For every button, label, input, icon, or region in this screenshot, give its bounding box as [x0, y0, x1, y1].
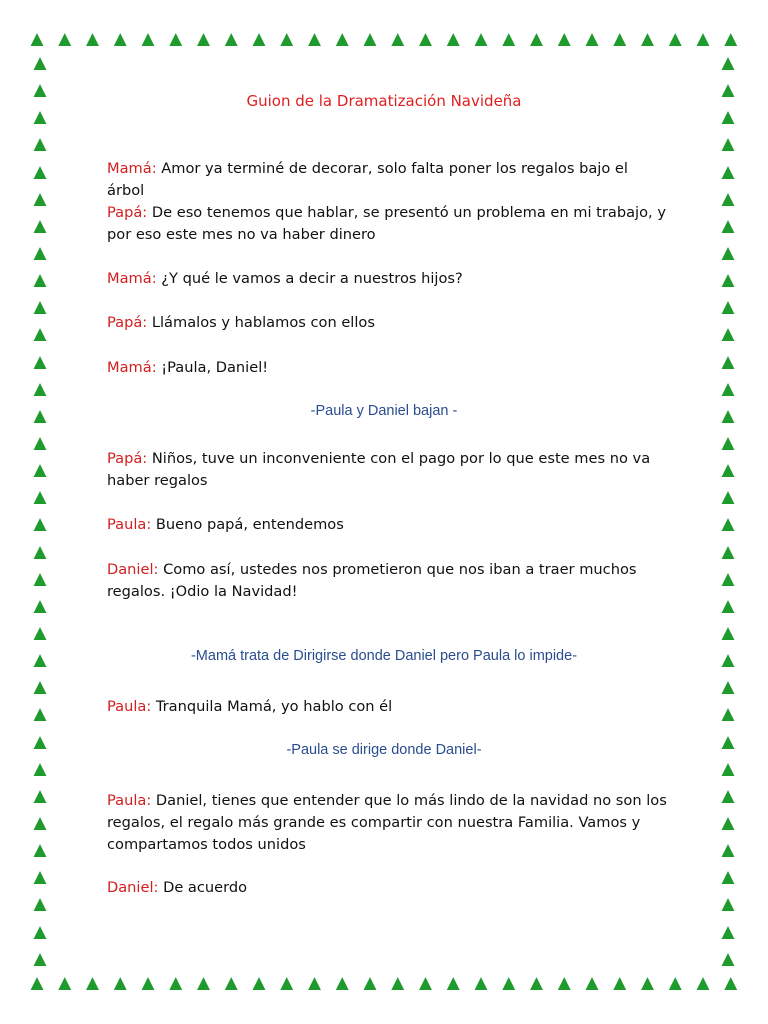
christmas-tree-icon: ▲ [359, 26, 381, 51]
christmas-tree-icon: ▲ [497, 970, 520, 995]
christmas-tree-icon: ▲ [664, 26, 687, 51]
christmas-tree-icon: ▲ [717, 647, 739, 673]
christmas-tree-icon: ▲ [53, 26, 76, 51]
christmas-tree-icon: ▲ [470, 26, 492, 51]
christmas-tree-icon: ▲ [717, 945, 739, 971]
christmas-tree-icon: ▲ [331, 970, 354, 995]
christmas-tree-icon: ▲ [717, 348, 739, 374]
dialogue-text: Niños, tuve un inconveniente con el pago por lo que este mes no va haber regalos [107, 450, 651, 489]
christmas-tree-icon: ▲ [717, 592, 739, 618]
christmas-tree-icon: ▲ [29, 592, 51, 618]
christmas-tree-icon: ▲ [331, 26, 354, 51]
christmas-tree-icon: ▲ [29, 674, 51, 700]
christmas-tree-icon: ▲ [553, 970, 576, 995]
christmas-tree-icon: ▲ [717, 511, 739, 537]
christmas-tree-icon: ▲ [717, 429, 739, 455]
christmas-tree-icon: ▲ [717, 104, 739, 130]
christmas-tree-icon: ▲ [248, 970, 270, 995]
speaker-name: Mamá: [107, 359, 157, 376]
christmas-tree-icon: ▲ [636, 26, 659, 51]
christmas-tree-icon: ▲ [414, 26, 437, 51]
dialogue-line [107, 158, 667, 202]
christmas-tree-icon: ▲ [29, 619, 51, 645]
dialogue-line [107, 559, 667, 603]
speaker-name: Paula: [107, 792, 152, 809]
christmas-tree-icon: ▲ [29, 701, 51, 727]
christmas-tree-icon: ▲ [137, 970, 159, 995]
border-top [24, 26, 744, 52]
christmas-tree-icon: ▲ [29, 538, 51, 564]
christmas-tree-icon: ▲ [717, 918, 739, 944]
christmas-tree-icon: ▲ [29, 891, 51, 917]
christmas-tree-icon: ▲ [192, 970, 215, 995]
dialogue-line [107, 877, 667, 899]
christmas-tree-icon: ▲ [664, 970, 687, 995]
border-bottom [24, 970, 744, 996]
border-right [715, 50, 741, 972]
christmas-tree-icon: ▲ [248, 26, 270, 51]
christmas-tree-icon: ▲ [717, 185, 739, 211]
christmas-tree-icon: ▲ [29, 565, 51, 591]
christmas-tree-icon: ▲ [29, 104, 51, 130]
christmas-tree-icon: ▲ [636, 970, 659, 995]
christmas-tree-icon: ▲ [29, 755, 51, 781]
christmas-tree-icon: ▲ [414, 970, 437, 995]
christmas-tree-icon: ▲ [608, 26, 631, 51]
christmas-tree-icon: ▲ [29, 375, 51, 401]
christmas-tree-icon: ▲ [81, 970, 104, 995]
christmas-tree-icon: ▲ [29, 511, 51, 537]
speaker-name: Mamá: [107, 160, 157, 177]
christmas-tree-icon: ▲ [29, 484, 51, 510]
christmas-tree-icon: ▲ [137, 26, 159, 51]
christmas-tree-icon: ▲ [275, 26, 298, 51]
stage-direction: -Paula y Daniel bajan - [310, 403, 458, 419]
christmas-tree-icon: ▲ [29, 837, 51, 863]
christmas-tree-icon: ▲ [26, 970, 48, 995]
christmas-tree-icon: ▲ [717, 674, 739, 700]
christmas-tree-icon: ▲ [29, 647, 51, 673]
dialogue-text: Daniel, tienes que entender que lo más lindo de la navidad no son los regalos, el regalo más grande es compartir con nuestra Familia. Vamos y compartamos todos unidos [107, 792, 667, 853]
christmas-tree-icon: ▲ [192, 26, 215, 51]
christmas-tree-icon: ▲ [717, 321, 739, 347]
christmas-tree-icon: ▲ [29, 809, 51, 835]
document-title: Guion de la Dramatización Navideña [246, 92, 522, 110]
christmas-tree-icon: ▲ [29, 131, 51, 157]
dialogue-text: Bueno papá, entendemos [155, 516, 344, 533]
christmas-tree-icon: ▲ [386, 970, 409, 995]
christmas-tree-icon: ▲ [29, 185, 51, 211]
speaker-name: Paula: [107, 698, 152, 715]
christmas-tree-icon: ▲ [26, 26, 48, 51]
dialogue-text: Amor ya terminé de decorar, solo falta poner los regalos bajo el árbol [107, 160, 628, 199]
christmas-tree-icon: ▲ [29, 50, 51, 75]
christmas-tree-icon: ▲ [717, 402, 739, 428]
christmas-tree-icon: ▲ [719, 970, 742, 995]
christmas-tree-icon: ▲ [29, 158, 51, 184]
christmas-tree-icon: ▲ [164, 26, 187, 51]
christmas-tree-icon: ▲ [386, 26, 409, 51]
dialogue-text: De eso tenemos que hablar, se presentó un problema en mi trabajo, y por eso este mes no va haber dinero [107, 204, 666, 243]
christmas-tree-icon: ▲ [608, 970, 631, 995]
christmas-tree-icon: ▲ [29, 728, 51, 754]
christmas-tree-icon: ▲ [29, 212, 51, 238]
christmas-tree-icon: ▲ [29, 267, 51, 293]
dialogue-text: De acuerdo [163, 879, 248, 896]
dialogue-line [107, 514, 667, 536]
christmas-tree-icon: ▲ [717, 619, 739, 645]
stage-direction: -Paula se dirige donde Daniel- [286, 742, 482, 758]
christmas-tree-icon: ▲ [717, 457, 739, 483]
christmas-tree-icon: ▲ [497, 26, 520, 51]
christmas-tree-icon: ▲ [109, 26, 132, 51]
speaker-name: Paula: [107, 516, 152, 533]
christmas-tree-icon: ▲ [717, 864, 739, 890]
christmas-tree-icon: ▲ [29, 239, 51, 265]
christmas-tree-icon: ▲ [717, 565, 739, 591]
dialogue-text: Llámalos y hablamos con ellos [151, 314, 375, 331]
christmas-tree-icon: ▲ [29, 918, 51, 944]
christmas-tree-icon: ▲ [29, 321, 51, 347]
speaker-name: Papá: [107, 314, 148, 331]
christmas-tree-icon: ▲ [717, 158, 739, 184]
christmas-tree-icon: ▲ [717, 701, 739, 727]
christmas-tree-icon: ▲ [525, 26, 548, 51]
christmas-tree-icon: ▲ [717, 782, 739, 808]
christmas-tree-icon: ▲ [29, 782, 51, 808]
dialogue-line [107, 202, 667, 246]
stage-direction: -Mamá trata de Dirigirse donde Daniel pero Paula lo impide- [190, 648, 578, 664]
christmas-tree-icon: ▲ [581, 970, 603, 995]
christmas-tree-icon: ▲ [717, 294, 739, 320]
christmas-tree-icon: ▲ [717, 267, 739, 293]
christmas-tree-icon: ▲ [29, 945, 51, 971]
christmas-tree-icon: ▲ [581, 26, 603, 51]
christmas-tree-icon: ▲ [109, 970, 132, 995]
dialogue-line [107, 268, 667, 290]
christmas-tree-icon: ▲ [717, 239, 739, 265]
speaker-name: Daniel: [107, 561, 159, 578]
christmas-tree-icon: ▲ [359, 970, 381, 995]
christmas-tree-icon: ▲ [717, 50, 739, 75]
christmas-tree-icon: ▲ [29, 429, 51, 455]
christmas-tree-icon: ▲ [717, 809, 739, 835]
dialogue-text: Como así, ustedes nos prometieron que nos iban a traer muchos regalos. ¡Odio la Navidad! [107, 561, 637, 600]
christmas-tree-icon: ▲ [29, 77, 51, 103]
speaker-name: Papá: [107, 204, 148, 221]
dialogue-line [107, 696, 667, 718]
christmas-tree-icon: ▲ [303, 26, 326, 51]
christmas-tree-icon: ▲ [275, 970, 298, 995]
christmas-tree-icon: ▲ [442, 26, 465, 51]
speaker-name: Daniel: [107, 879, 159, 896]
christmas-tree-icon: ▲ [29, 294, 51, 320]
christmas-tree-icon: ▲ [525, 970, 548, 995]
christmas-tree-icon: ▲ [717, 131, 739, 157]
christmas-tree-icon: ▲ [470, 970, 492, 995]
christmas-tree-icon: ▲ [303, 970, 326, 995]
dialogue-text: ¡Paula, Daniel! [161, 359, 269, 376]
christmas-tree-icon: ▲ [29, 402, 51, 428]
christmas-tree-icon: ▲ [717, 538, 739, 564]
christmas-tree-icon: ▲ [53, 970, 76, 995]
christmas-tree-icon: ▲ [29, 864, 51, 890]
christmas-tree-icon: ▲ [553, 26, 576, 51]
christmas-tree-icon: ▲ [717, 837, 739, 863]
dialogue-line [107, 790, 667, 856]
christmas-tree-icon: ▲ [164, 970, 187, 995]
christmas-tree-icon: ▲ [717, 755, 739, 781]
christmas-tree-icon: ▲ [717, 484, 739, 510]
christmas-tree-icon: ▲ [692, 26, 714, 51]
dialogue-line [107, 357, 667, 379]
christmas-tree-icon: ▲ [717, 375, 739, 401]
christmas-tree-icon: ▲ [29, 457, 51, 483]
border-left [27, 50, 53, 972]
dialogue-line [107, 312, 667, 334]
christmas-tree-icon: ▲ [717, 77, 739, 103]
christmas-tree-icon: ▲ [442, 970, 465, 995]
christmas-tree-icon: ▲ [81, 26, 104, 51]
christmas-tree-icon: ▲ [692, 970, 714, 995]
dialogue-line [107, 448, 667, 492]
christmas-tree-icon: ▲ [719, 26, 742, 51]
christmas-tree-icon: ▲ [220, 26, 243, 51]
christmas-tree-icon: ▲ [717, 728, 739, 754]
christmas-tree-icon: ▲ [29, 348, 51, 374]
christmas-tree-icon: ▲ [717, 212, 739, 238]
christmas-tree-icon: ▲ [717, 891, 739, 917]
speaker-name: Papá: [107, 450, 148, 467]
dialogue-text: ¿Y qué le vamos a decir a nuestros hijos? [161, 270, 463, 287]
speaker-name: Mamá: [107, 270, 157, 287]
christmas-tree-icon: ▲ [220, 970, 243, 995]
dialogue-text: Tranquila Mamá, yo hablo con él [155, 698, 393, 715]
